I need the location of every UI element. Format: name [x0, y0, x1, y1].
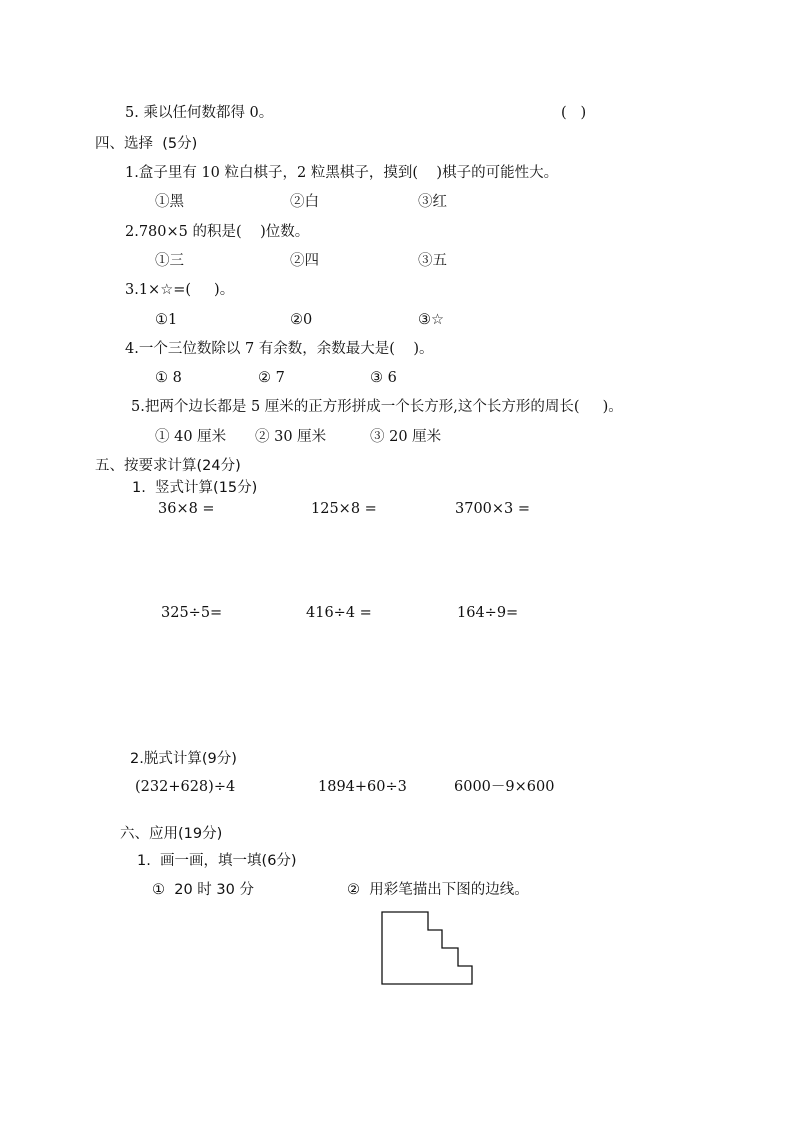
section5-title: 五、按要求计算(24分) [95, 458, 241, 474]
choice-q3-option-a[interactable]: ①1 [155, 312, 178, 328]
choice-q5-option-a[interactable]: ① 40 厘米 [155, 429, 227, 445]
stepwise-expr-3: 6000－9×600 [454, 779, 555, 795]
choice-q2: 2.780×5 的积是( )位数。 [125, 224, 310, 240]
choice-q5-option-b[interactable]: ② 30 厘米 [255, 429, 327, 445]
draw-fill-heading: 1. 画一画，填一填(6分) [137, 853, 297, 869]
stepwise-expr-1: (232+628)÷4 [135, 779, 236, 795]
calc-3700x3: 3700×3 = [455, 501, 531, 517]
choice-q1-option-a[interactable]: ①黑 [155, 194, 184, 210]
clock-time-item: ① 20 时 30 分 [152, 882, 254, 898]
choice-q3: 3.1×☆=( )。 [125, 282, 235, 298]
staircase-shape [380, 910, 476, 988]
choice-q3-option-c[interactable]: ③☆ [418, 312, 444, 328]
choice-q1-option-c[interactable]: ③红 [418, 194, 447, 210]
choice-q2-option-b[interactable]: ②四 [290, 253, 319, 269]
choice-q1-option-b[interactable]: ②白 [290, 194, 319, 210]
choice-q4-option-c[interactable]: ③ 6 [370, 370, 397, 386]
calc-325div5: 325÷5= [161, 605, 223, 621]
stepwise-expr-2: 1894+60÷3 [318, 779, 407, 795]
vertical-calc-heading: 1. 竖式计算(15分) [132, 480, 258, 496]
section4-title: 四、选择 (5分) [95, 136, 198, 152]
calc-36x8: 36×8 = [158, 501, 215, 517]
stepwise-calc-heading: 2.脱式计算(9分) [130, 751, 237, 767]
choice-q4: 4.一个三位数除以 7 有余数，余数最大是( )。 [125, 341, 434, 357]
calc-164div9: 164÷9= [457, 605, 519, 621]
choice-q2-option-a[interactable]: ①三 [155, 253, 184, 269]
choice-q3-option-b[interactable]: ②0 [290, 312, 313, 328]
trace-outline-item: ② 用彩笔描出下图的边线。 [347, 882, 529, 898]
choice-q5: 5.把两个边长都是 5 厘米的正方形拼成一个长方形,这个长方形的周长( )。 [131, 399, 623, 415]
judge-q5-answer-blank[interactable]: ( ) [561, 105, 587, 121]
judge-q5: 5. 乘以任何数都得 0。 [125, 105, 274, 121]
choice-q4-option-b[interactable]: ② 7 [258, 370, 285, 386]
choice-q1: 1.盒子里有 10 粒白棋子，2 粒黑棋子，摸到( )棋子的可能性大。 [125, 165, 559, 181]
calc-416div4: 416÷4 = [306, 605, 372, 621]
section6-title: 六、应用(19分) [120, 826, 223, 842]
choice-q5-option-c[interactable]: ③ 20 厘米 [370, 429, 442, 445]
choice-q2-option-c[interactable]: ③五 [418, 253, 447, 269]
choice-q4-option-a[interactable]: ① 8 [155, 370, 182, 386]
calc-125x8: 125×8 = [311, 501, 377, 517]
